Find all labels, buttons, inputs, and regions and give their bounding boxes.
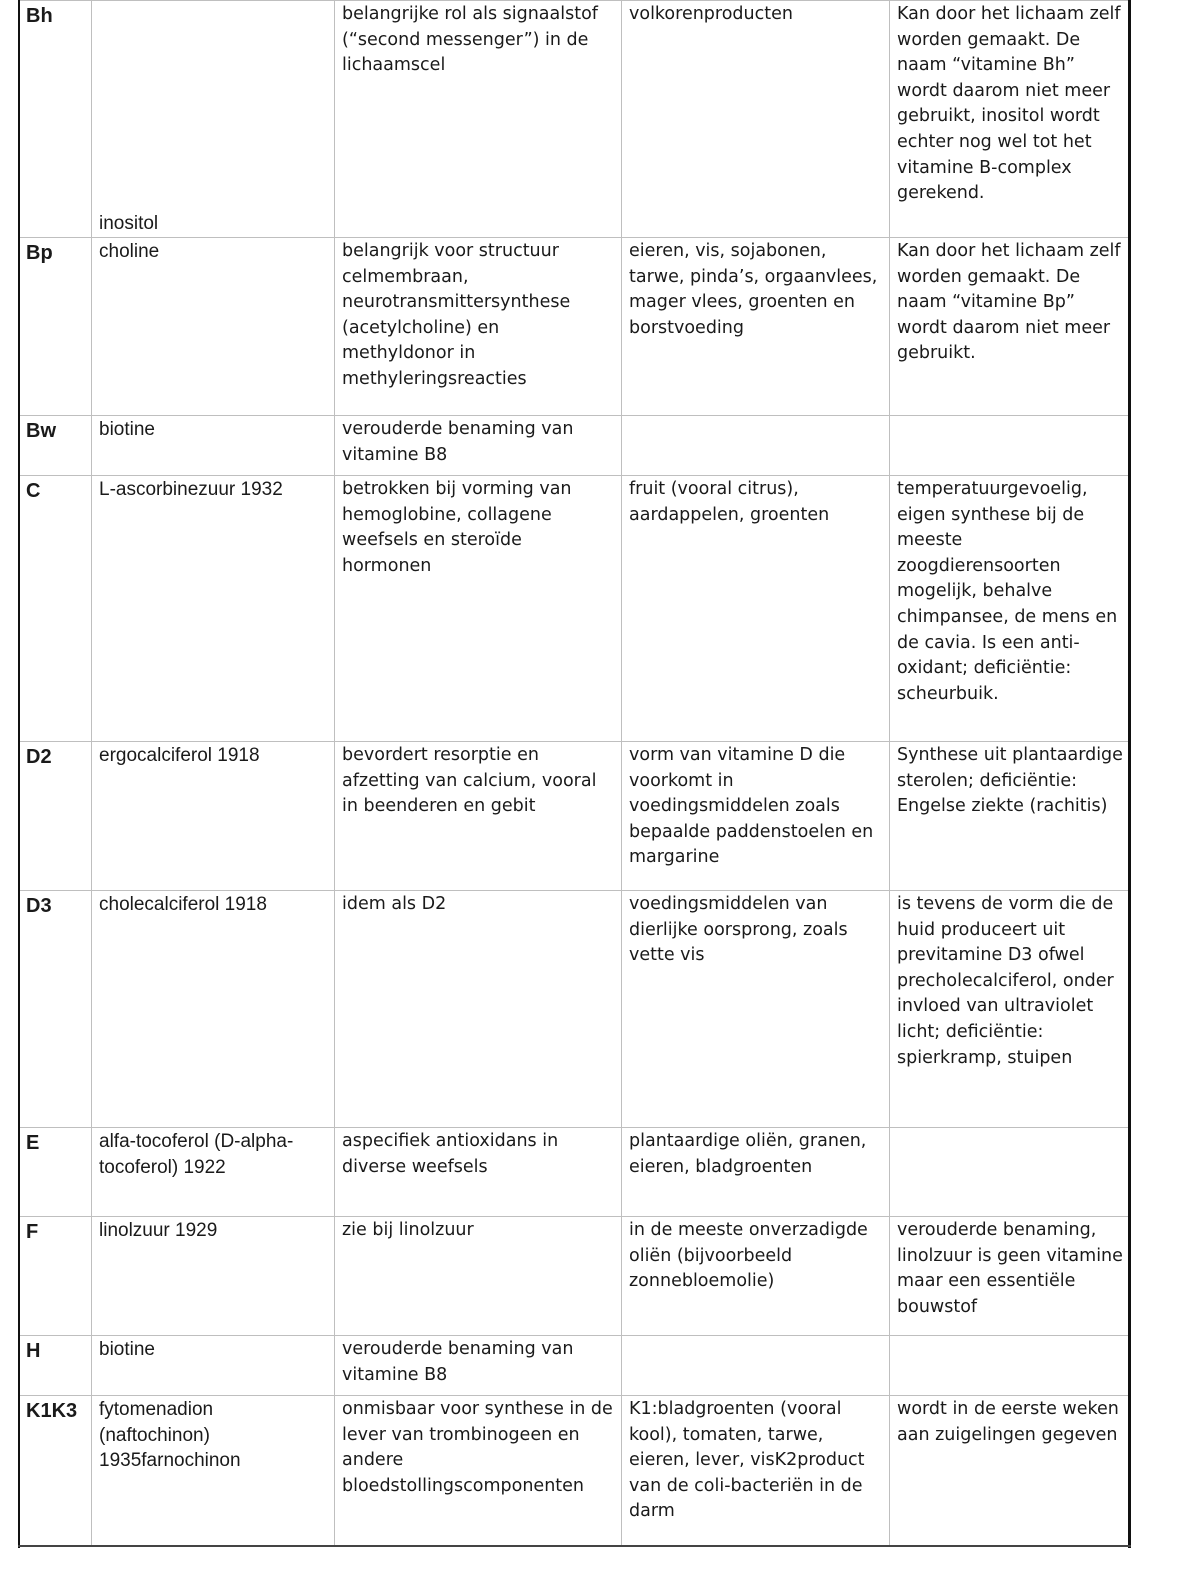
vitamin-sources: fruit (vooral citrus), aardappelen, groenten: [622, 476, 890, 742]
table-row: [19, 416, 1131, 476]
table-row: [19, 1, 1131, 238]
vitamin-function: belangrijk voor structuur celmembraan, neurotransmittersynthese (acetylcholine) en methyldonor in methyleringsreacties: [335, 238, 622, 416]
vitamin-function: bevordert resorptie en afzetting van calcium, vooral in beenderen en gebit: [335, 742, 622, 891]
vitamin-name: alfa-tocoferol (D-alpha-tocoferol) 1922: [92, 1128, 335, 1217]
vitamin-remarks: [890, 1128, 1131, 1217]
vitamin-sources: vorm van vitamine D die voorkomt in voedingsmiddelen zoals bepaalde paddenstoelen en margarine: [622, 742, 890, 891]
vitamin-table-page: [18, 0, 1130, 1548]
vitamin-sources: [622, 1336, 890, 1396]
vitamin-name: biotine: [92, 1336, 335, 1396]
vitamin-name: linolzuur 1929: [92, 1217, 335, 1336]
vitamin-code: F: [19, 1217, 92, 1336]
vitamin-function: zie bij linolzuur: [335, 1217, 622, 1336]
vitamin-code: Bp: [19, 238, 92, 416]
table-row: [19, 1336, 1131, 1396]
vitamin-code: K1K3: [19, 1396, 92, 1546]
vitamin-remarks: temperatuurgevoelig, eigen synthese bij de meeste zoogdierensoorten mogelijk, behalve chimpansee, de mens en de cavia. Is een anti-oxidant; deficiëntie: scheurbuik.: [890, 476, 1131, 742]
vitamin-code: Bh: [19, 1, 92, 238]
vitamin-code: Bw: [19, 416, 92, 476]
vitamin-sources: volkorenproducten: [622, 1, 890, 238]
vitamin-sources: voedingsmiddelen van dierlijke oorsprong, zoals vette vis: [622, 891, 890, 1128]
vitamin-remarks: Kan door het lichaam zelf worden gemaakt. De naam “vitamine Bp” wordt daarom niet meer gebruikt.: [890, 238, 1131, 416]
vitamin-name: biotine: [92, 416, 335, 476]
vitamin-table: [18, 0, 1131, 1546]
vitamin-name: fytomenadion (naftochinon) 1935farnochinon: [92, 1396, 335, 1546]
table-row: [19, 742, 1131, 891]
vitamin-function: verouderde benaming van vitamine B8: [335, 416, 622, 476]
vitamin-name: inositol: [99, 213, 159, 235]
vitamin-sources: in de meeste onverzadigde oliën (bijvoorbeeld zonnebloemolie): [622, 1217, 890, 1336]
vitamin-sources: [622, 416, 890, 476]
vitamin-code: D2: [19, 742, 92, 891]
vitamin-function: betrokken bij vorming van hemoglobine, collagene weefsels en steroïde hormonen: [335, 476, 622, 742]
vitamin-remarks: verouderde benaming, linolzuur is geen vitamine maar een essentiële bouwstof: [890, 1217, 1131, 1336]
vitamin-code: C: [19, 476, 92, 742]
vitamin-function: verouderde benaming van vitamine B8: [335, 1336, 622, 1396]
vitamin-function: idem als D2: [335, 891, 622, 1128]
vitamin-code: H: [19, 1336, 92, 1396]
vitamin-function: aspecifiek antioxidans in diverse weefsels: [335, 1128, 622, 1217]
vitamin-code: E: [19, 1128, 92, 1217]
vitamin-remarks: Synthese uit plantaardige sterolen; deficiëntie: Engelse ziekte (rachitis): [890, 742, 1131, 891]
vitamin-function: onmisbaar voor synthese in de lever van trombinogeen en andere bloedstollingscomponenten: [335, 1396, 622, 1546]
table-row: [19, 891, 1131, 1128]
vitamin-sources: plantaardige oliën, granen, eieren, bladgroenten: [622, 1128, 890, 1217]
vitamin-name: ergocalciferol 1918: [92, 742, 335, 891]
vitamin-remarks: Kan door het lichaam zelf worden gemaakt. De naam “vitamine Bh” wordt daarom niet meer gebruikt, inositol wordt echter nog wel tot het vitamine B-complex gerekend.: [890, 1, 1131, 238]
vitamin-name: L-ascorbinezuur 1932: [92, 476, 335, 742]
vitamin-sources: K1:bladgroenten (vooral kool), tomaten, tarwe, eieren, lever, visK2product van de coli-bacteriën in de darm: [622, 1396, 890, 1546]
table-row: [19, 1217, 1131, 1336]
vitamin-code: D3: [19, 891, 92, 1128]
table-row: [19, 1128, 1131, 1217]
vitamin-name-cell: [92, 1, 335, 238]
vitamin-name: cholecalciferol 1918: [92, 891, 335, 1128]
page-right-border: [1128, 0, 1131, 1548]
vitamin-sources: eieren, vis, sojabonen, tarwe, pinda’s, orgaanvlees, mager vlees, groenten en borstvoeding: [622, 238, 890, 416]
vitamin-function: belangrijke rol als signaalstof (“second messenger”) in de lichaamscel: [335, 1, 622, 238]
vitamin-remarks: wordt in de eerste weken aan zuigelingen gegeven: [890, 1396, 1131, 1546]
vitamin-remarks: [890, 1336, 1131, 1396]
vitamin-remarks: is tevens de vorm die de huid produceert uit previtamine D3 ofwel precholecalciferol, onder invloed van ultraviolet licht; deficiëntie: spierkramp, stuipen: [890, 891, 1131, 1128]
vitamin-name: choline: [92, 238, 335, 416]
table-row: [19, 1396, 1131, 1546]
page-bottom-border: [18, 1545, 1131, 1547]
table-row: [19, 238, 1131, 416]
page-left-border: [18, 0, 20, 1548]
table-row: [19, 476, 1131, 742]
vitamin-remarks: [890, 416, 1131, 476]
